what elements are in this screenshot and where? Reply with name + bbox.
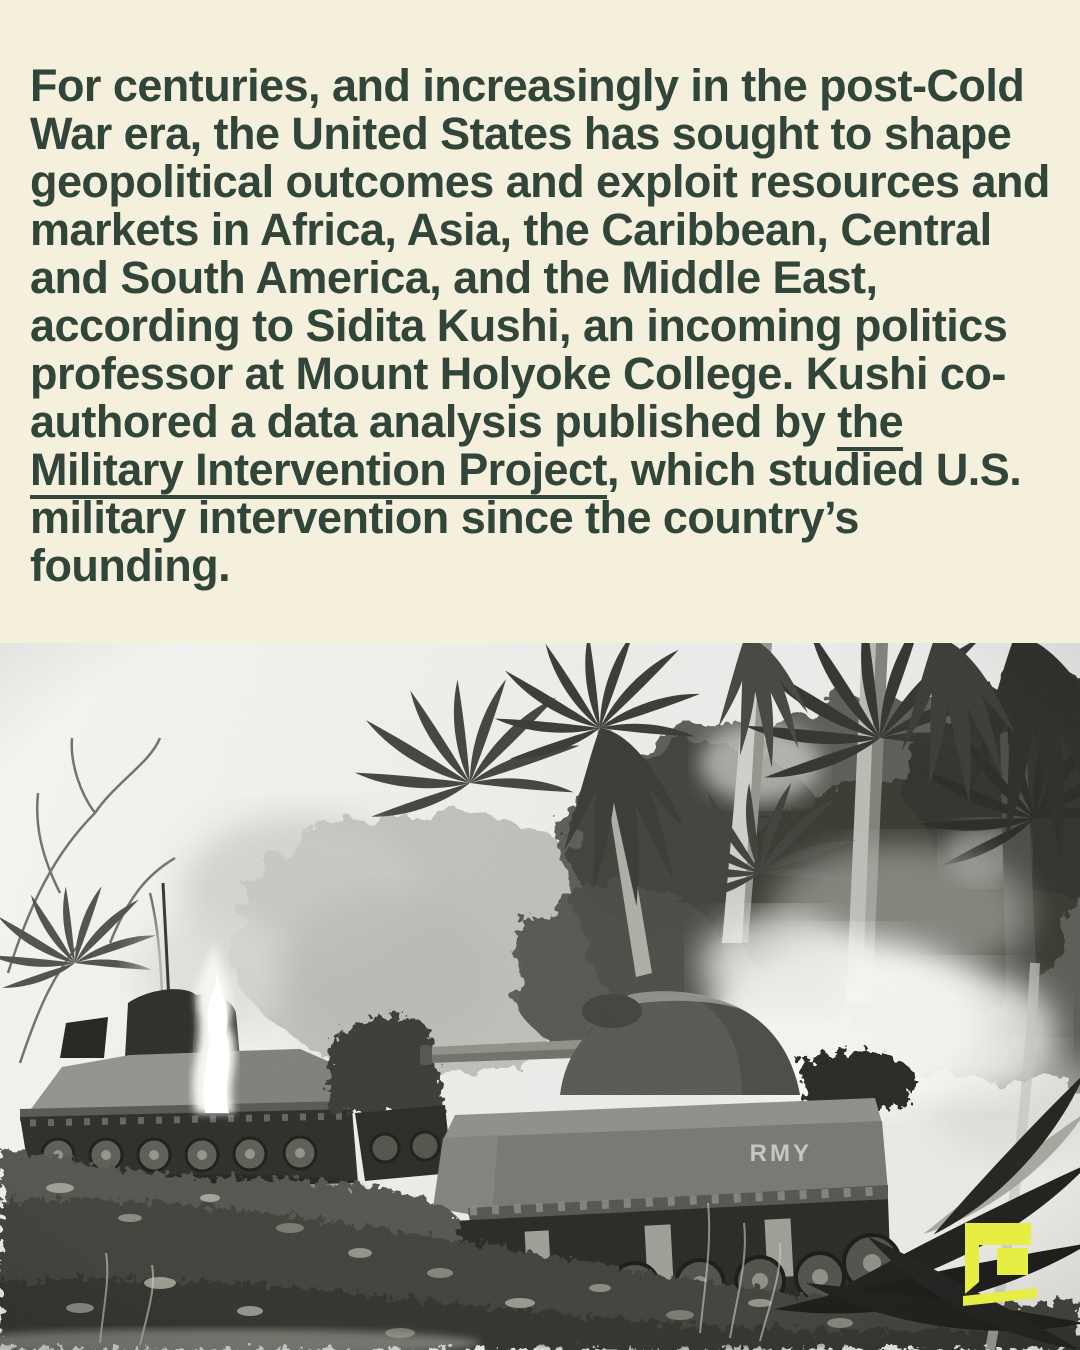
caption-text: military intervention since the country’s [30,492,859,543]
caption-text: founding. [30,540,231,591]
caption-text: geopolitical outcomes and exploit resources and [30,156,1050,207]
military-intervention-project-link[interactable]: the [837,396,903,451]
caption-line [30,110,1066,158]
caption-line [30,158,1066,206]
military-intervention-project-link[interactable]: Military Intervention Project [30,444,607,499]
caption-text: For centuries, and increasingly in the post-Cold [30,60,1025,111]
article-photo [0,643,1080,1350]
caption-text: War era, the United States has sought to shape [30,108,1012,159]
caption-text: and South America, and the Middle East, [30,252,878,303]
caption-line [30,302,1066,350]
caption-text: , which studied U.S. [606,444,1022,495]
logo-bottom-bar [963,1288,1037,1306]
caption-line [30,206,1066,254]
photo-illustration [0,643,1080,1350]
caption-line [30,254,1066,302]
caption-line [30,446,1066,494]
caption-line [30,62,1066,110]
caption-text: according to Sidita Kushi, an incoming politics [30,300,1008,351]
caption-text: markets in Africa, Asia, the Caribbean, Central [30,204,992,255]
logo-stem [965,1223,979,1294]
caption-line [30,494,1066,542]
caption-text: authored a data analysis published by [30,396,838,447]
logo-middle-arm [997,1248,1028,1275]
caption-text: professor at Mount Holyoke College. Kushi co- [30,348,1006,399]
emancipator-logo-icon [962,1218,1038,1306]
caption-block [0,0,1080,643]
caption-line [30,350,1066,398]
caption-line [30,398,1066,446]
caption-line [30,542,1066,590]
vignette [0,643,1080,1350]
